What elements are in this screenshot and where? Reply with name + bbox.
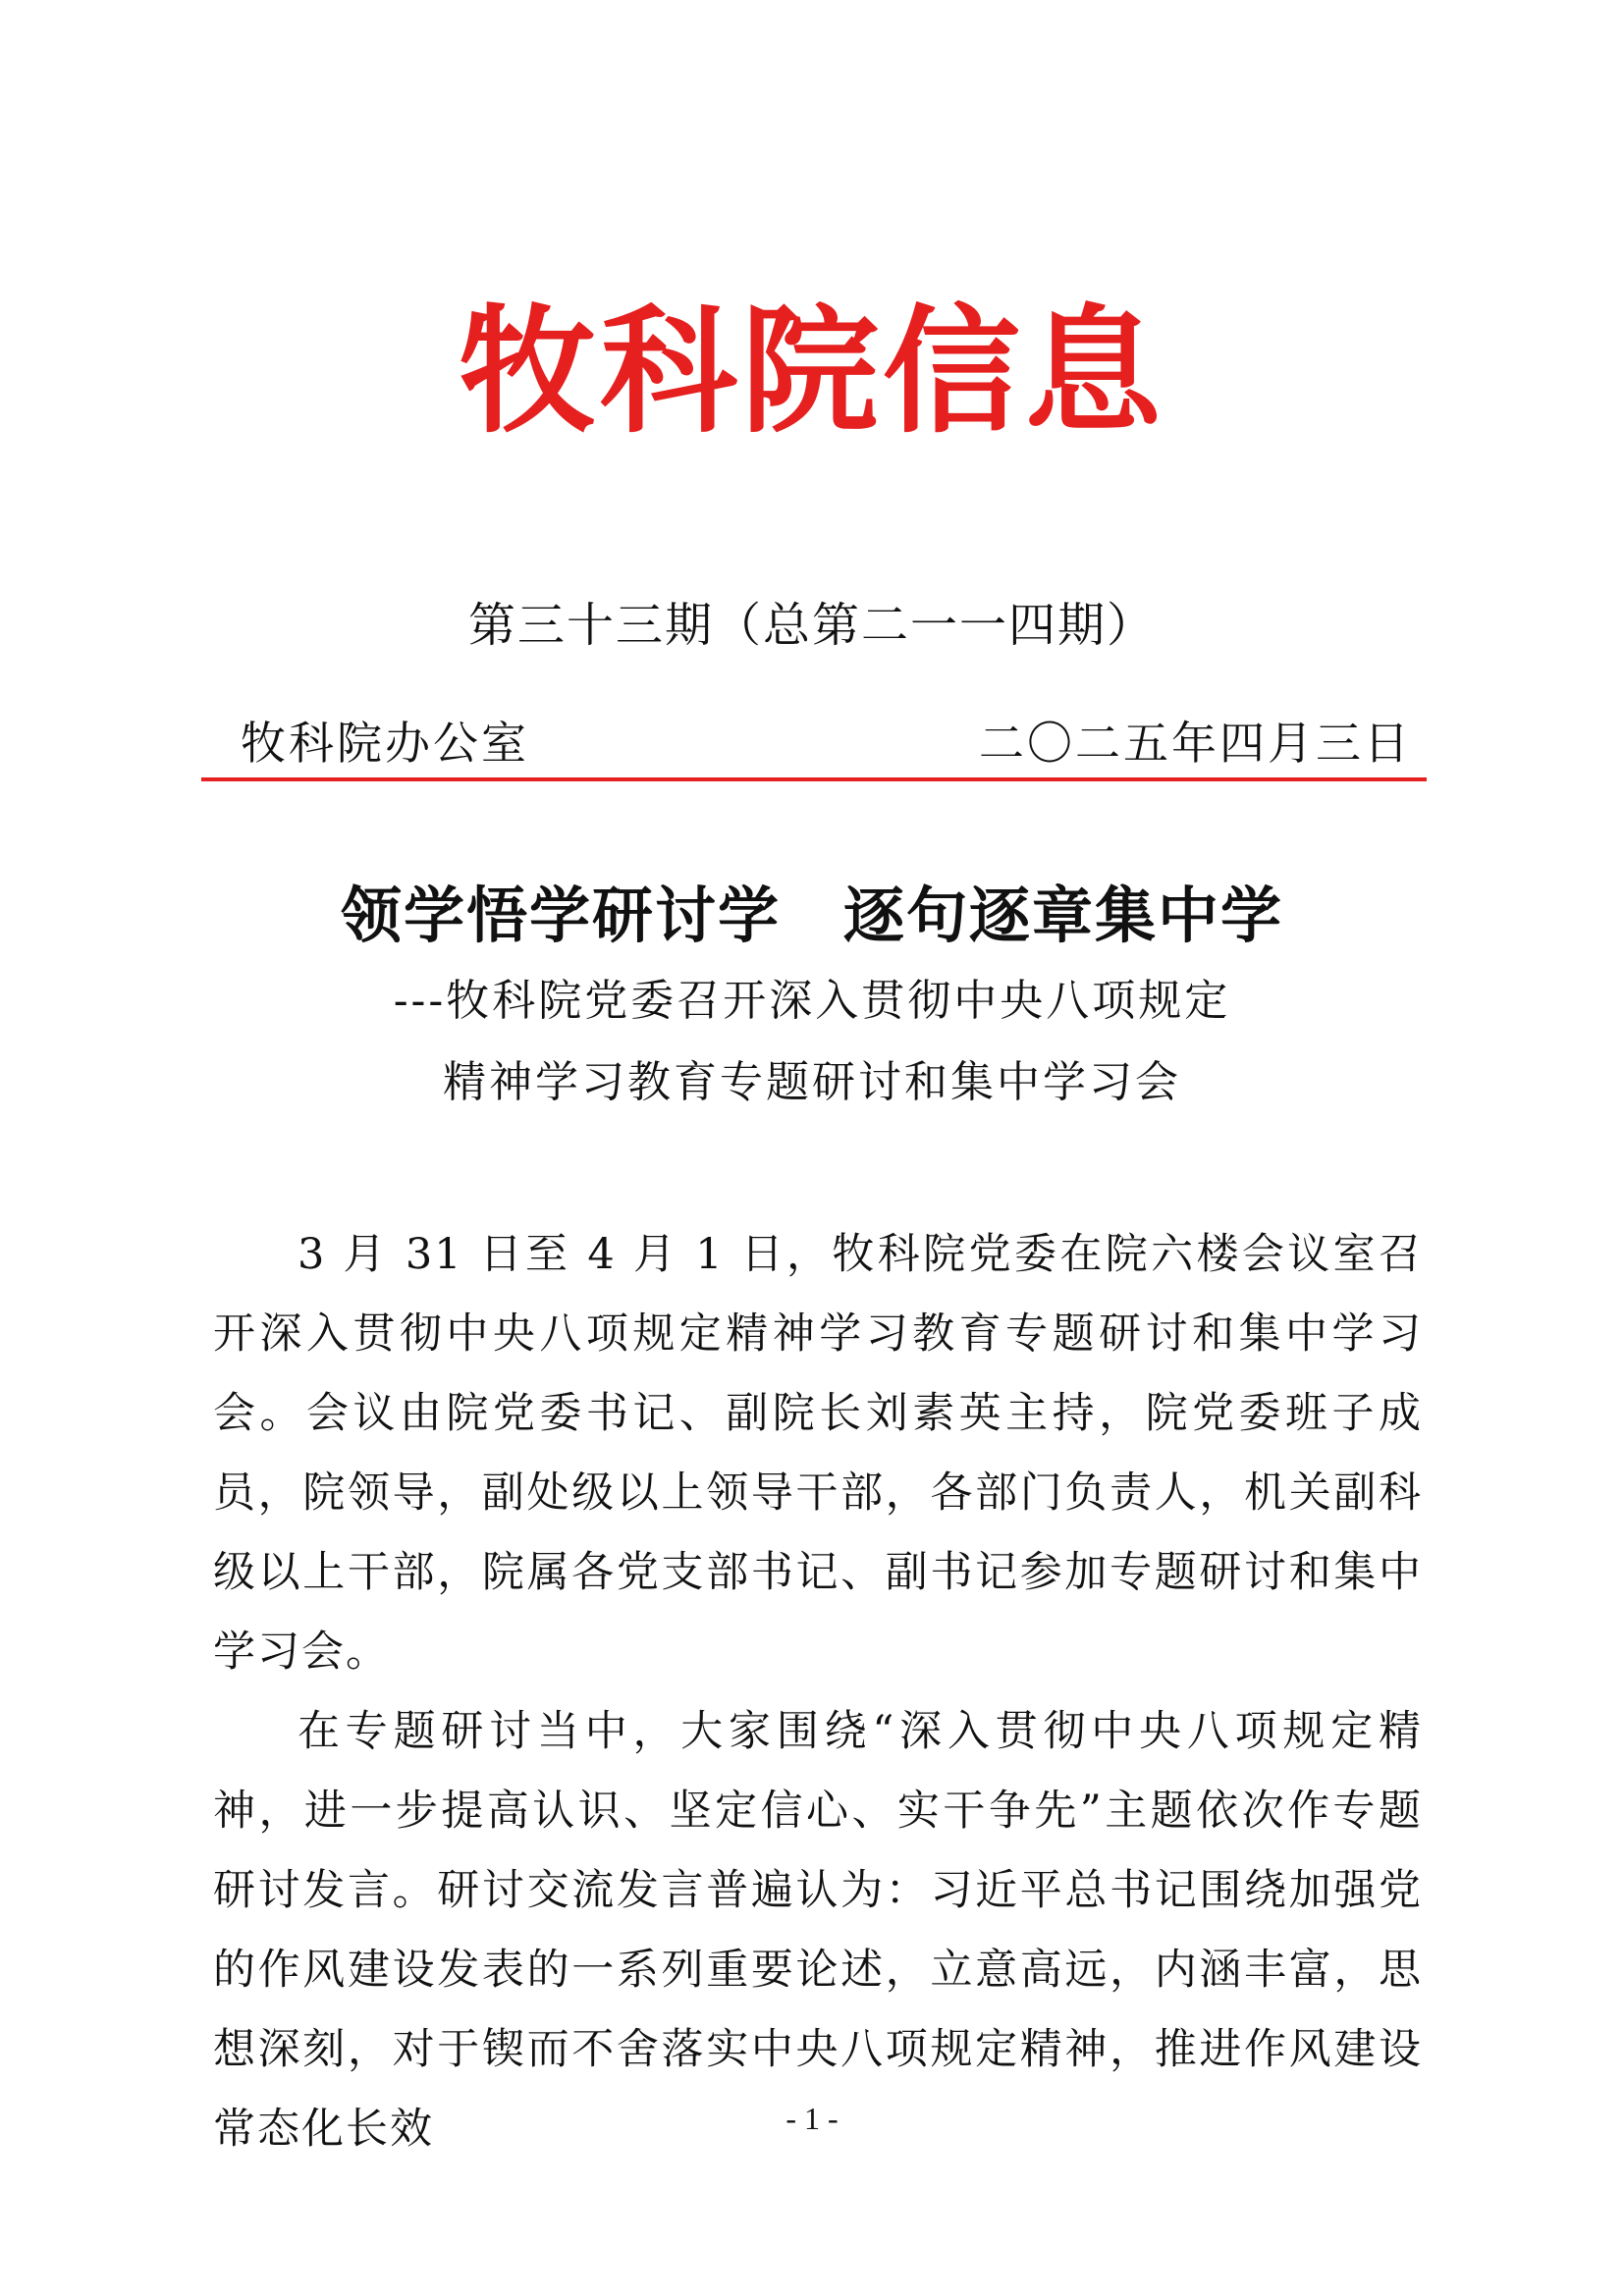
masthead-title: 牧科院信息 xyxy=(458,293,1165,453)
article-subtitle-line-1: ---牧科院党委召开深入贯彻中央八项规定 xyxy=(393,976,1231,1026)
red-divider xyxy=(201,777,1427,781)
body-paragraph: 在专题研讨当中，大家围绕“深入贯彻中央八项规定精神，进一步提高认识、坚定信心、实干争先”主题依次作专题研讨发言。研讨交流发言普遍认为：习近平总书记围绕加强党的作风建设发表的一系列重要论述，立意高远，内涵丰富，思想深刻，对于锲而不舍落实中央八项规定精神，推进作风建设常态化长效 xyxy=(213,1707,1423,2154)
article-headline: 领学悟学研讨学 逐句逐章集中学 xyxy=(340,880,1283,951)
article-subtitle-line-2: 精神学习教育专题研讨和集中学习会 xyxy=(443,1057,1181,1107)
issuing-office: 牧科院办公室 xyxy=(241,717,529,770)
body-paragraph: 3 月 31 日至 4 月 1 日，牧科院党委在院六楼会议室召开深入贯彻中央八项规定精神学习教育专题研讨和集中学习会。会议由院党委书记、副院长刘素英主持，院党委班子成员，院领导，副处级以上领导干部，各部门负责人，机关副科级以上干部，院属各党支部书记、副书记参加专题研讨和集中学习会。 xyxy=(213,1230,1423,1677)
article-body xyxy=(213,1215,1423,2169)
issue-date: 二〇二五年四月三日 xyxy=(979,717,1412,770)
issue-number: 第三十三期（总第二一一四期） xyxy=(467,598,1156,653)
header-row xyxy=(201,709,1427,777)
page-number: - 1 - xyxy=(785,2101,839,2136)
